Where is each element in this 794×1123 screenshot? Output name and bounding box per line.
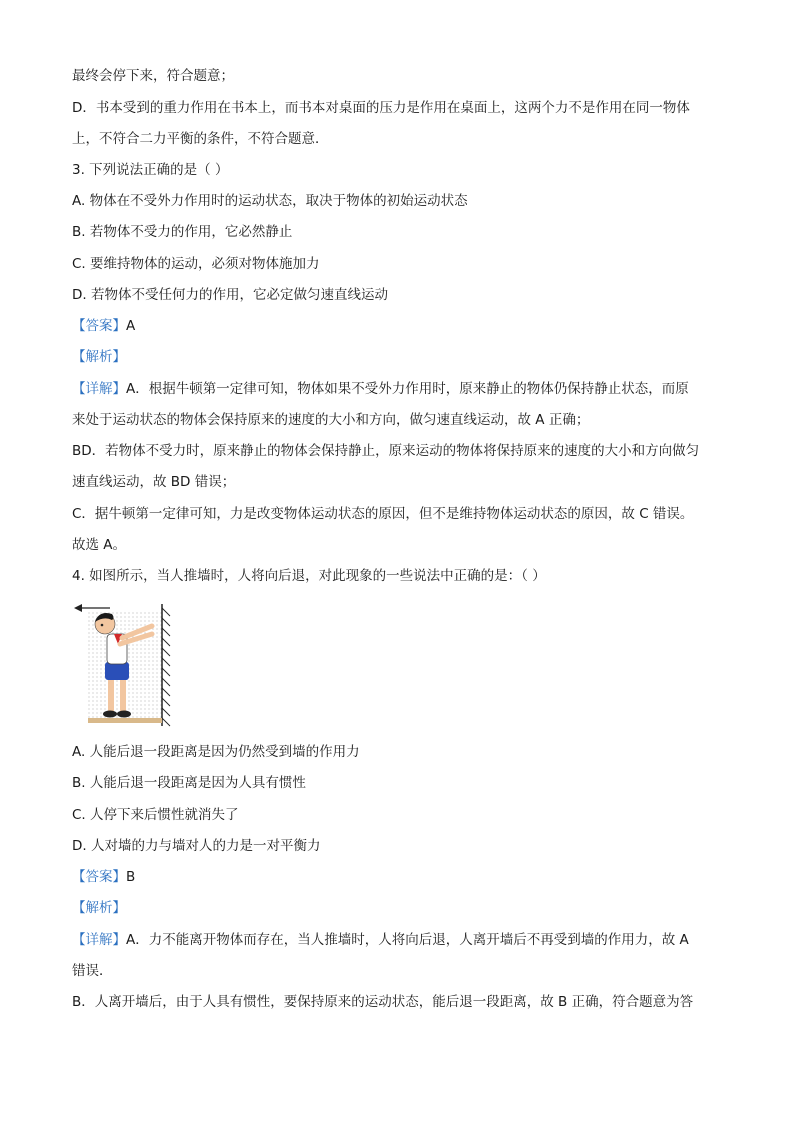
- q3-conclusion: 故选 A。: [72, 537, 127, 553]
- text-line: 速直线运动，故 BD 错误；: [72, 474, 236, 490]
- q4-option-a: A. 人能后退一段距离是因为仍然受到墙的作用力: [72, 744, 360, 760]
- q3-option-c: C. 要维持物体的运动，必须对物体施加力: [72, 256, 320, 272]
- detail-text: A．根据牛顿第一定律可知，物体如果不受外力作用时，原来静止的物体仍保持静止状态，而原: [126, 381, 689, 397]
- text-line: B．人离开墙后，由于人具有惯性，要保持原来的运动状态，能后退一段距离，故 B 正确，符合题意为答: [72, 994, 694, 1010]
- text-line: D．书本受到的重力作用在书本上，而书本对桌面的压力是作用在桌面上，这两个力不是作用在同一物体: [72, 100, 690, 116]
- q3-option-d: D. 若物体不受任何力的作用，它必定做匀速直线运动: [72, 287, 388, 303]
- question-4-stem: 4. 如图所示，当人推墙时，人将向后退，对此现象的一些说法中正确的是：（ ）: [72, 568, 546, 584]
- analysis-tag: 【解析】: [72, 349, 126, 365]
- detail-text: A．力不能离开物体而存在，当人推墙时，人将向后退，人离开墙后不再受到墙的作用力，故 A: [126, 932, 689, 948]
- person-pushing-wall-illustration: [72, 600, 182, 728]
- text-line: BD．若物体不受力时，原来静止的物体会保持静止，原来运动的物体将保持原来的速度的大小和方向做匀: [72, 443, 700, 459]
- wall-hatching: [162, 608, 170, 726]
- text-line: 最终会停下来，符合题意；: [72, 68, 234, 84]
- q4-option-c: C. 人停下来后惯性就消失了: [72, 807, 239, 823]
- text-line: 来处于运动状态的物体会保持原来的速度的大小和方向，做匀速直线运动，故 A 正确；: [72, 412, 590, 428]
- q4-answer: [72, 867, 135, 887]
- answer-value: B: [126, 869, 136, 885]
- detail-tag: 【详解】: [72, 381, 126, 397]
- text-line: 上，不符合二力平衡的条件，不符合题意．: [72, 131, 329, 147]
- q4-analysis-heading: [72, 898, 126, 918]
- answer-tag: 【答案】: [72, 869, 126, 885]
- q4-option-b: B. 人能后退一段距离是因为人具有惯性: [72, 775, 306, 791]
- q3-option-b: B. 若物体不受力的作用，它必然静止: [72, 224, 293, 240]
- arrow-head-icon: [74, 604, 82, 612]
- text-line: C．据牛顿第一定律可知，力是改变物体运动状态的原因，但不是维持物体运动状态的原因，故 C 错误。: [72, 506, 694, 522]
- q3-analysis-heading: [72, 347, 126, 367]
- detail-tag: 【详解】: [72, 932, 126, 948]
- q3-option-a: A. 物体在不受外力作用时的运动状态，取决于物体的初始运动状态: [72, 193, 468, 209]
- question-3-stem: 3. 下列说法正确的是（ ）: [72, 162, 229, 178]
- analysis-tag: 【解析】: [72, 900, 126, 916]
- q4-option-d: D. 人对墙的力与墙对人的力是一对平衡力: [72, 838, 321, 854]
- answer-tag: 【答案】: [72, 318, 126, 334]
- text-line: 错误．: [72, 963, 113, 979]
- answer-value: A: [126, 318, 136, 334]
- ground: [88, 718, 162, 723]
- q3-answer: [72, 316, 135, 336]
- illustration-svg: [72, 600, 182, 728]
- q4-detail-line: [72, 930, 689, 950]
- q3-detail-line: [72, 379, 689, 399]
